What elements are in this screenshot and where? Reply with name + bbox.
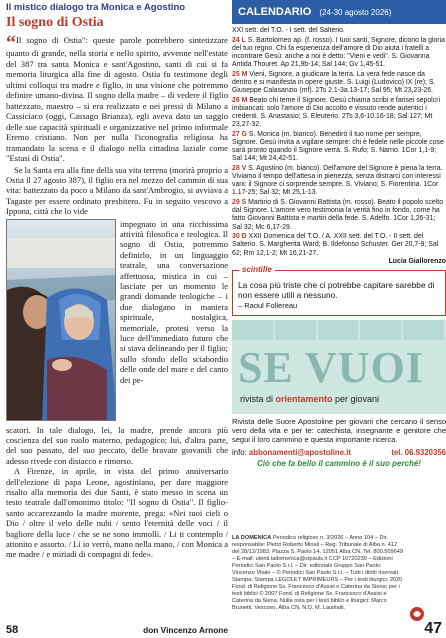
calendar-entries (232, 37, 446, 258)
scintille-box (232, 264, 446, 316)
calendar-entry-text: Vieni, Signore, a giudicare la terra. La vera fede nasce da dentro e si manifesta in opere giuste. S. Luigi (Ludovico) IX (re); S. Giuseppe Calasanzio (mf). 2Ts 2,1-3a.13-17; Sal 95; Mt 23,23-26. (232, 70, 436, 95)
sevuoi-logo: SE VUOI (238, 342, 424, 392)
email-link[interactable]: abbonamenti@apostoline.it (248, 447, 351, 457)
art-block (6, 219, 228, 425)
article-title: Il sogno di Ostia (6, 15, 104, 30)
calendar-day: 29 S (232, 199, 247, 207)
art-side-text: impegnato in una ricchissima attività filosofica e teologica. Il sogno di Ostia, potremmo definirlo, in un linguaggio teatrale, una conversazione affettuosa, mistica in cui – lasciate per un momento le grandi domande teologiche – i due dialogano in maniera spirituale, nostalgica, memoriale, protesi verso la luce dell'immediato futuro che si stava delineando per il figlio; sullo sfondo dello sciabordio delle onde del mare e del canto dei pe- (120, 218, 228, 385)
scintille-quote: La cosa più triste che ci potrebbe capitare sarebbe di non essere utili a nessuno. (238, 279, 435, 301)
calendar-entry-text: XXII Domenica del T.O. / A. XXII sett. del T.O. - II sett. del Salterio. S. Margherita Ward; B. Ildefonso Schuster. Ger 20,7-9; Sal 62; Rm 12,1-2; Mt 16,21-27. (232, 233, 439, 257)
calendar-intro: XXI sett. del T.O. - I sett. del Salterio. (232, 27, 345, 34)
article-body-continued (6, 425, 228, 560)
article-lead (6, 32, 228, 164)
calendar-title: CALENDARIO (238, 6, 312, 18)
calendar-day: 26 M (232, 96, 248, 104)
calendar-day: 27 G (232, 130, 247, 138)
calendar-range: (24-30 agosto 2026) (319, 7, 392, 17)
calendar-entry (232, 97, 446, 130)
impressum-head: LA DOMENICA (232, 535, 272, 541)
impressum-text: Periodico religioso n. 3/2026 – Anno 104 – Dir. responsabile: Pietro Roberto Minali – Reg. Tribunale di Alba n. 412 del 28/12/1983, Piazza S. Paolo 14, 12051 Alba CN. Tel. 800.509649 – E-mail: utenti.ladomenica@stpauls.it CCP 10720230 – Edizioni Periodici San Paolo S.r.l. – Dir. editoriale Gruppo San Paolo: Vincenzo Vitale – © Periodici San Paolo S.r.l. – Tutti i diritti riservati. Stampa: Stampa LEGOLET IMPRIMEURS – Per i testi liturgici: 2020 Fond. di Religione Ss. Francesco d'Assisi e Caterina da Siena; per i testi biblici © 2007 Fond. di Religione Ss. Francesco d'Assisi e Caterina da Siena. Nulla osta per i testi biblici e liturgici: Marco Brunetti, Vescovo, Alba CN, N.D. M. Laurilaiti. (232, 535, 403, 611)
article-body (6, 165, 228, 217)
calendar-entry (232, 131, 446, 164)
calendar-entry (232, 199, 446, 232)
calendar-day: 30 D (232, 233, 247, 241)
paragraph-3: A Firenze, in aprile, in vista del primo anniversario dell'elezione di papa Leone, agostiniano, per dare maggiore risalto alla memoria dei due Santi, è stato messo in scena un testo teatrale dall'omonimo titolo: "Il sogno di Ostia". Il figlio-santo accarezzando la madre morente, prega: «Nei tuoi cieli o Dio / oltre il velo delle nubi / sento l'eternità delle voci / il bagliore della luce / che se ne sono immolli. / Li ti contemplo / attonito e assorto. / Li io verrò, mano nella mano, / con Monica a me madre / e miriadi di compagni di fede». (6, 466, 228, 560)
quote-mark-icon: “ (6, 32, 16, 54)
sevuoi-contacts (232, 448, 446, 458)
paragraph-2: scatori. In tale dialogo, lei, la madre, prende ancora più coscienza del suo ruolo materno, pedagogico; lui, d'altra parte, del suo passato, del suo peccato, delle bravate giovanili che adesso rivede con distacco e rimorso. (6, 424, 228, 466)
left-footer (6, 624, 228, 636)
article-column (6, 2, 228, 636)
calendar-entry-text: S. Agostino (m. bianco). Dell'amore del Signore è piena la terra. Viviamo il tempo dell'attesa in pienezza, senza distrarci con interessi vani: il Signore ci sorprende sempre. S. Viviano; S. Fiorentina. 1Cor 1,17-25; Sal 32; Mt 25,1-13. (232, 165, 443, 197)
scintille-title: scintille (239, 265, 275, 274)
calendar-day: 24 L (232, 36, 246, 44)
article-kicker: Il mistico dialogo tra Monica e Agostino (6, 2, 186, 13)
calendar-entry-text: S. Monica (m. bianco). Benedirò il tuo nome per sempre, Signore. Gesù invita a vigilare sempre: chi è fedele nelle piccole cose sarà pronto quando il Signore verrà. S. Rufo; S. Narno. 1Cor 1,1-9; Sal 144; Mt 24,42-51. (232, 130, 444, 163)
phone-number[interactable]: tel. 06.9320356 (391, 447, 446, 457)
sevuoi-slogan: Ciò che fa bello il cammino è il suo perché! (256, 458, 422, 468)
calendar-signature: Lucia Giallorenzo (388, 257, 446, 265)
author-byline: don Vincenzo Arnone (143, 625, 228, 635)
calendar-entry-text: Martirio di S. Giovanni Battista (m. rosso). Beato il popolo scelto dal Signore. L'amore vero testimonia la verità fino in fondo, come ha fatto Giovanni Battista e martiri della fede. S. Adelfo. 1Cor 1,26-31; Sal 32; Mc 6,17-29. (232, 199, 444, 231)
page-number-right: 47 (424, 620, 442, 637)
contact-email-line: info: abbonamenti@apostoline.it (232, 447, 351, 457)
paragraph-1: Se la Santa era alla fine della sua vita terrena (morirà proprio a Ostia il 27 agosto 387), il figlio era nel mezzo del cammin di sua vita: battezzato da poco a Milano da sant'Ambrogio, si avviava a Tagaste per essere ordinato presbitero. Fu in seguito vescovo a Ippona, città che lo vide (6, 164, 228, 217)
painting-svg (7, 220, 116, 421)
calendar-entry (232, 233, 446, 257)
calendar-entry-text: S. Bartolomeo ap. (f. rosso). I tuoi santi, Signore, dicono la gloria del tuo regno. Chi fa esperienza dell'amore di Dio aiuta i fratelli a incontrare Gesù: anche a noi è detto: "Vieni e vedi". S. Giovanna Antida Thouret. Ap 21,9b-14; Sal 144; Gv 1,45-51. (232, 36, 445, 69)
calendar-entry (232, 165, 446, 198)
calendar-day: 25 M (232, 70, 248, 78)
calendar-entry (232, 71, 446, 95)
calendar-entry-text: Beato chi teme il Signore. Gesù chiama scribi e farisei sepolcri imbiancati: solo l'amore di Dio accolto e vissuto rende autentici i credenti. S. Anastasio; S. Eleuterio. 2Ts 3,6-10.16-18; Sal 127; Mt 23,27-32. (232, 96, 440, 129)
sevuoi-subtitle: rivista di orientamento per giovani (240, 393, 380, 404)
sidebar-column (232, 0, 446, 638)
calendar-header (232, 0, 446, 24)
calendar-body (232, 27, 446, 266)
banner-photo-strip (232, 320, 446, 340)
sevuoi-banner (232, 320, 446, 414)
scintille-author: – Raoul Follereau (238, 301, 298, 311)
lead-text: Il sogno di Ostia": queste parole potrebbero sintetizzare quanto di grande, nella storia e nello spirito, avvenne nell'estate del 387 tra santa Monica e sant'Agostino, santi di cui si fa memoria liturgica alla fine di agosto. Ostia fu testimone degli ultimi colloqui tra madre e figlio, in una visione che potremmo definire umano-divina. Il sogno della madre – di vedere il figlio battezzato, maestro – si era realizzato e nei pressi di Milano a Cassiciaco (oggi, Cassago Brianza), egli aveva dato un saggio delle sue capacità spirituali e organizzative nel primo informale Eremo cristiano. Non per nulla l'iconografia religiosa ha tramandato la scena e il dialogo nella cittadina laziale come "Estasi di Ostia". (6, 35, 228, 163)
impressum (232, 535, 404, 612)
sevuoi-description: Rivista delle Suore Apostoline per giovani che cercano il senso vero della vita e per te: catechista, insegnante e genitore che segui il loro cammino e questa importante ricerca. (232, 416, 446, 444)
page-number-left: 58 (6, 624, 19, 636)
calendar-entry (232, 37, 446, 70)
painting-image (6, 219, 116, 421)
calendar-day: 28 V (232, 165, 247, 172)
